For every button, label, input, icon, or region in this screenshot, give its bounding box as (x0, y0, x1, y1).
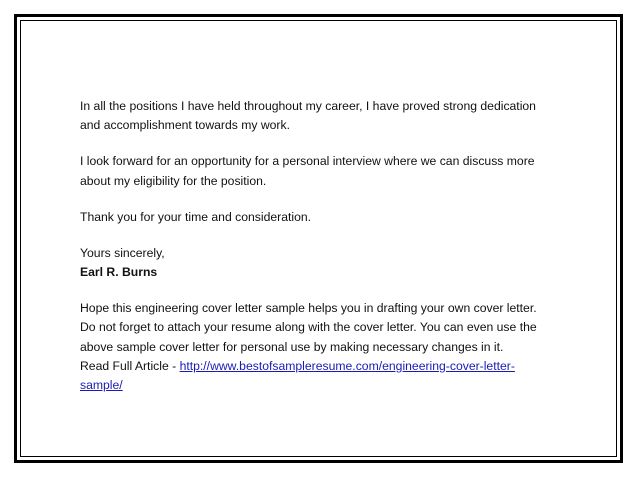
signature-block (80, 244, 560, 283)
letter-body (80, 97, 560, 412)
paragraph-dedication (80, 97, 560, 136)
paragraph-interview (80, 152, 560, 191)
read-more-line-continued (80, 376, 560, 395)
closing-salutation: Yours sincerely, (80, 245, 165, 260)
text-line: Thank you for your time and consideration. (80, 209, 312, 224)
signer-name: Earl R. Burns (80, 264, 158, 279)
text-line: I look forward for an opportunity for a personal interview where we can discuss more (80, 154, 535, 169)
text-line: In all the positions I have held throughout my career, I have proved strong dedication (80, 99, 536, 113)
text-line: about my eligibility for the position. (80, 173, 267, 188)
article-link-continued[interactable]: sample/ (80, 378, 123, 393)
paragraph-sample-note (80, 299, 560, 396)
read-more-label: Read Full Article - (80, 359, 180, 374)
text-line: above sample cover letter for personal use by making necessary changes in it. (80, 339, 504, 354)
text-line: Hope this engineering cover letter sample helps you in drafting your own cover letter. (80, 300, 537, 315)
paragraph-thanks (80, 208, 560, 227)
text-line: Do not forget to attach your resume along with the cover letter. You can even use the (80, 320, 537, 335)
read-more-line (80, 357, 560, 376)
article-link[interactable]: http://www.bestofsampleresume.com/engineering-cover-letter- (179, 359, 515, 374)
text-line: and accomplishment towards my work. (80, 118, 290, 133)
